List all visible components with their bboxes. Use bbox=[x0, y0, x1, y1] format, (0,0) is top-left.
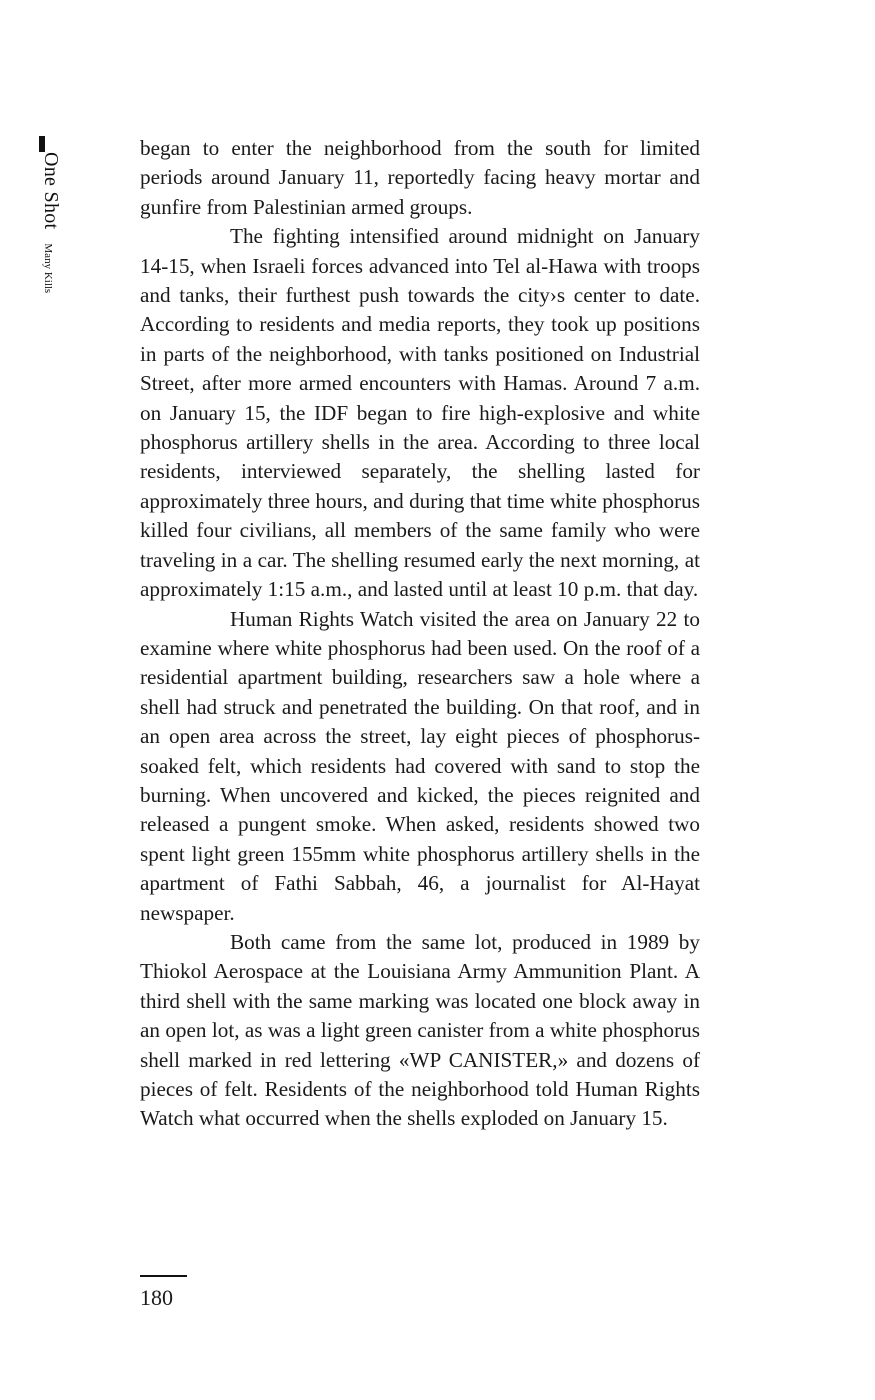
page-number: 180 bbox=[140, 1285, 173, 1310]
folio-rule bbox=[140, 1275, 187, 1277]
book-subtitle: Many Kills bbox=[42, 243, 54, 294]
paragraph-4: Both came from the same lot, produced in 1989 by Thiokol Aerospace at the Louisiana Army Ammunition Plant. A third shell with the same marking was located one block away in an open lot, as was a light green canister from a white phosphorus shell marked in red lettering «WP CANISTER,» and dozens of pieces of felt. Residents of the neighborhood told Human Rights Watch what occurred when the shells exploded on January 15. bbox=[140, 929, 700, 1131]
running-head bbox=[39, 152, 62, 293]
book-title: One Shot bbox=[40, 152, 62, 230]
paragraph-2: The fighting intensified around midnight on January 14-15, when Israeli forces advanced into Tel al-Hawa with troops and tanks, their furthest push towards the city›s center to date. According to residents and media reports, they took up positions in parts of the neighborhood, with tanks positioned on Industrial Street, after more armed encounters with Hamas. Around 7 a.m. on January 15, the IDF began to fire high-explosive and white phosphorus artillery shells in the area. According to three local residents, interviewed separately, the shelling lasted for approximately three hours, and during that time white phosphorus killed four civilians, all members of the same family who were traveling in a car. The shelling resumed early the next morning, at approximately 1:15 a.m., and lasted until at least 10 p.m. that day. bbox=[140, 224, 700, 602]
running-head-marker bbox=[39, 136, 45, 152]
paragraph-3: Human Rights Watch visited the area on January 22 to examine where white phosphorus had been used. On the roof of a residential apartment building, researchers saw a hole where a shell had struck and penetrated the building. On that roof, and in an open area across the street, lay eight pieces of phosphorus-soaked felt, which residents had covered with sand to stop the burning. When uncovered and kicked, the pieces reignited and released a pungent smoke. When asked, residents showed two spent light green 155mm white phosphorus artillery shells in the apartment of Fathi Sabbah, 46, a journalist for Al-Hayat newspaper. bbox=[140, 606, 700, 925]
body-text bbox=[140, 134, 700, 1134]
paragraph-1: began to enter the neighborhood from the south for limited periods around January 11, reportedly facing heavy mortar and gunfire from Palestinian armed groups. bbox=[140, 136, 700, 219]
